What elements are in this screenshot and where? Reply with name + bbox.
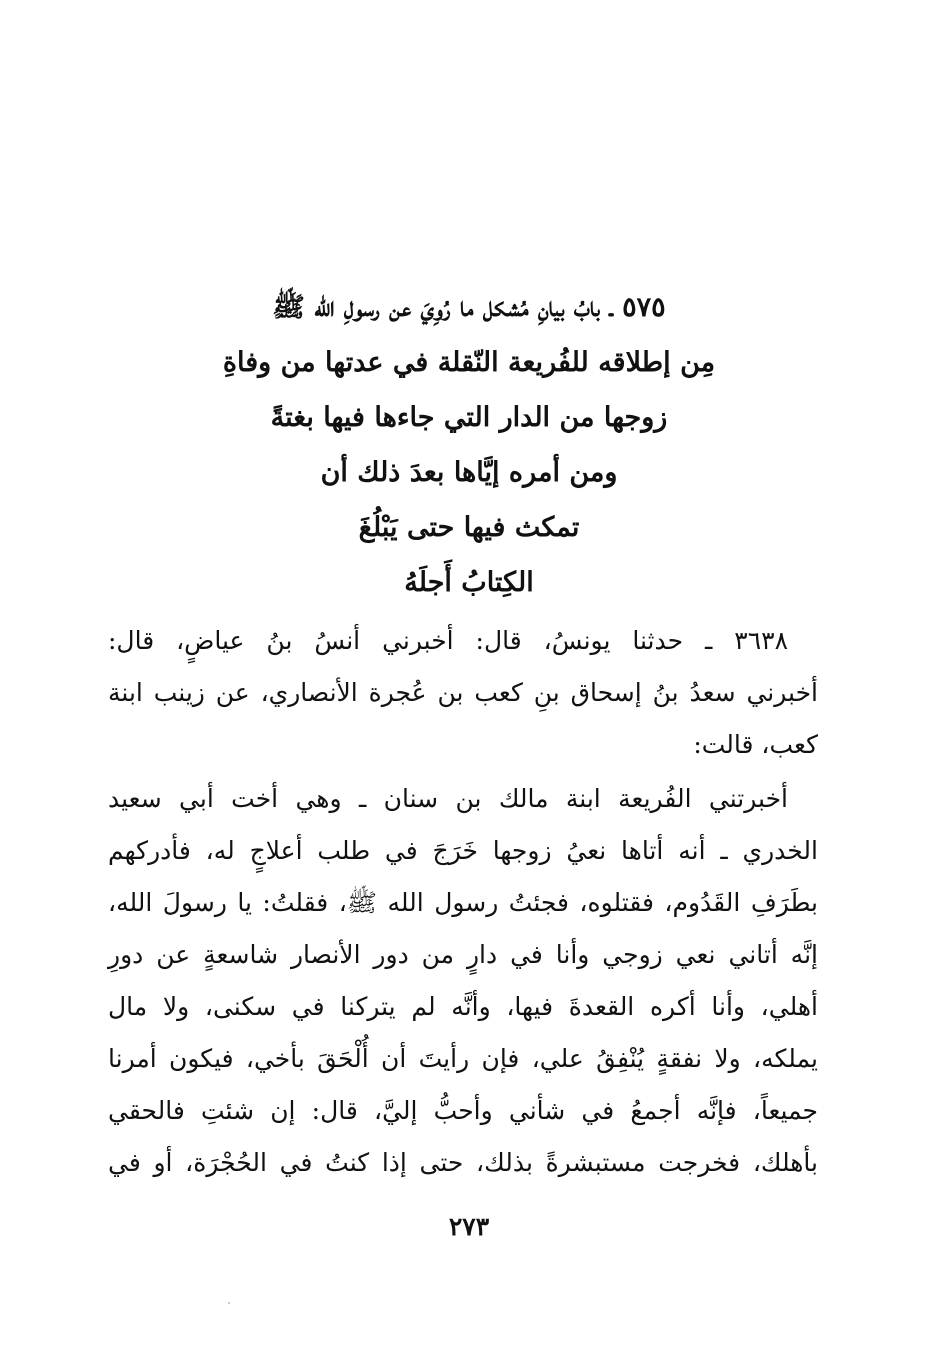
hadith-text-paragraph — [108, 773, 818, 1189]
text-line: بطَرَفِ القَدُوم، فقتلوه، فجئتُ رسول الله ﷺ، فقلتُ: يا رسولَ الله، — [108, 888, 818, 917]
text-line: أخبرني سعدُ بنُ إسحاق بنِ كعب بن عُجرة الأنصاري، عن زينب ابنة — [108, 678, 818, 707]
text-line: ٣٦٣٨ ـ حدثنا يونسُ، قال: أخبرني أنسُ بنُ عياضٍ، قال: — [108, 626, 788, 655]
text-line: الخدري ـ أنه أتاها نعيُ زوجها خَرَجَ في طلب أعلاجٍ له، فأدركهم — [108, 836, 818, 865]
text-line: إنَّه أتاني نعي زوجي وأنا في دارٍ من دور الأنصار شاسعةٍ عن دورِ — [108, 940, 818, 969]
text-line: يملكه، ولا نفقةٍ يُنْفِقُ علي، فإن رأيتَ أن أُلْحَقَ بأخي، فيكون أمرنا — [108, 1044, 818, 1073]
chapter-heading-line: الكِتابُ أَجلَهُ — [404, 567, 534, 598]
text-line: أهلي، وأنا أكره القعدةَ فيها، وأنَّه لم يتركنا في سكنى، ولا مال — [108, 992, 818, 1021]
text-line: كعب، قالت: — [693, 730, 818, 759]
chapter-heading-line: زوجها من الدار التي جاءها فيها بغتةً — [270, 402, 668, 433]
chapter-heading-line: مِن إطلاقه للفُريعة النّقلة في عدتها من وفاةِ — [222, 347, 716, 378]
text-line: أخبرتني الفُريعة ابنة مالك بن سنان ـ وهي أخت أبي سعيد — [108, 784, 788, 813]
chapter-heading-line: تمكث فيها حتى يَبْلُغَ — [358, 512, 580, 543]
chapter-heading — [100, 280, 838, 610]
text-line: جميعاً، فإنَّه أجمعُ في شأني وأحبُّ إليَّ، قال: إن شئتِ فالحقي — [108, 1096, 818, 1125]
hadith-chain-paragraph — [108, 615, 818, 771]
scan-speck — [228, 1302, 230, 1304]
chapter-heading-line: ومن أمره إيَّاها بعدَ ذلك أن — [320, 457, 618, 488]
page-number: ٢٧٣ — [448, 1212, 490, 1241]
text-line: بأهلك، فخرجت مستبشرةً بذلك، حتى إذا كنتُ في الحُجْرَة، أو في — [108, 1148, 818, 1177]
chapter-heading-line: ٥٧٥ ـ بابُ بيانِ مُشكل ما رُوِيَ عن رسولِ الله ﷺ — [272, 292, 666, 323]
